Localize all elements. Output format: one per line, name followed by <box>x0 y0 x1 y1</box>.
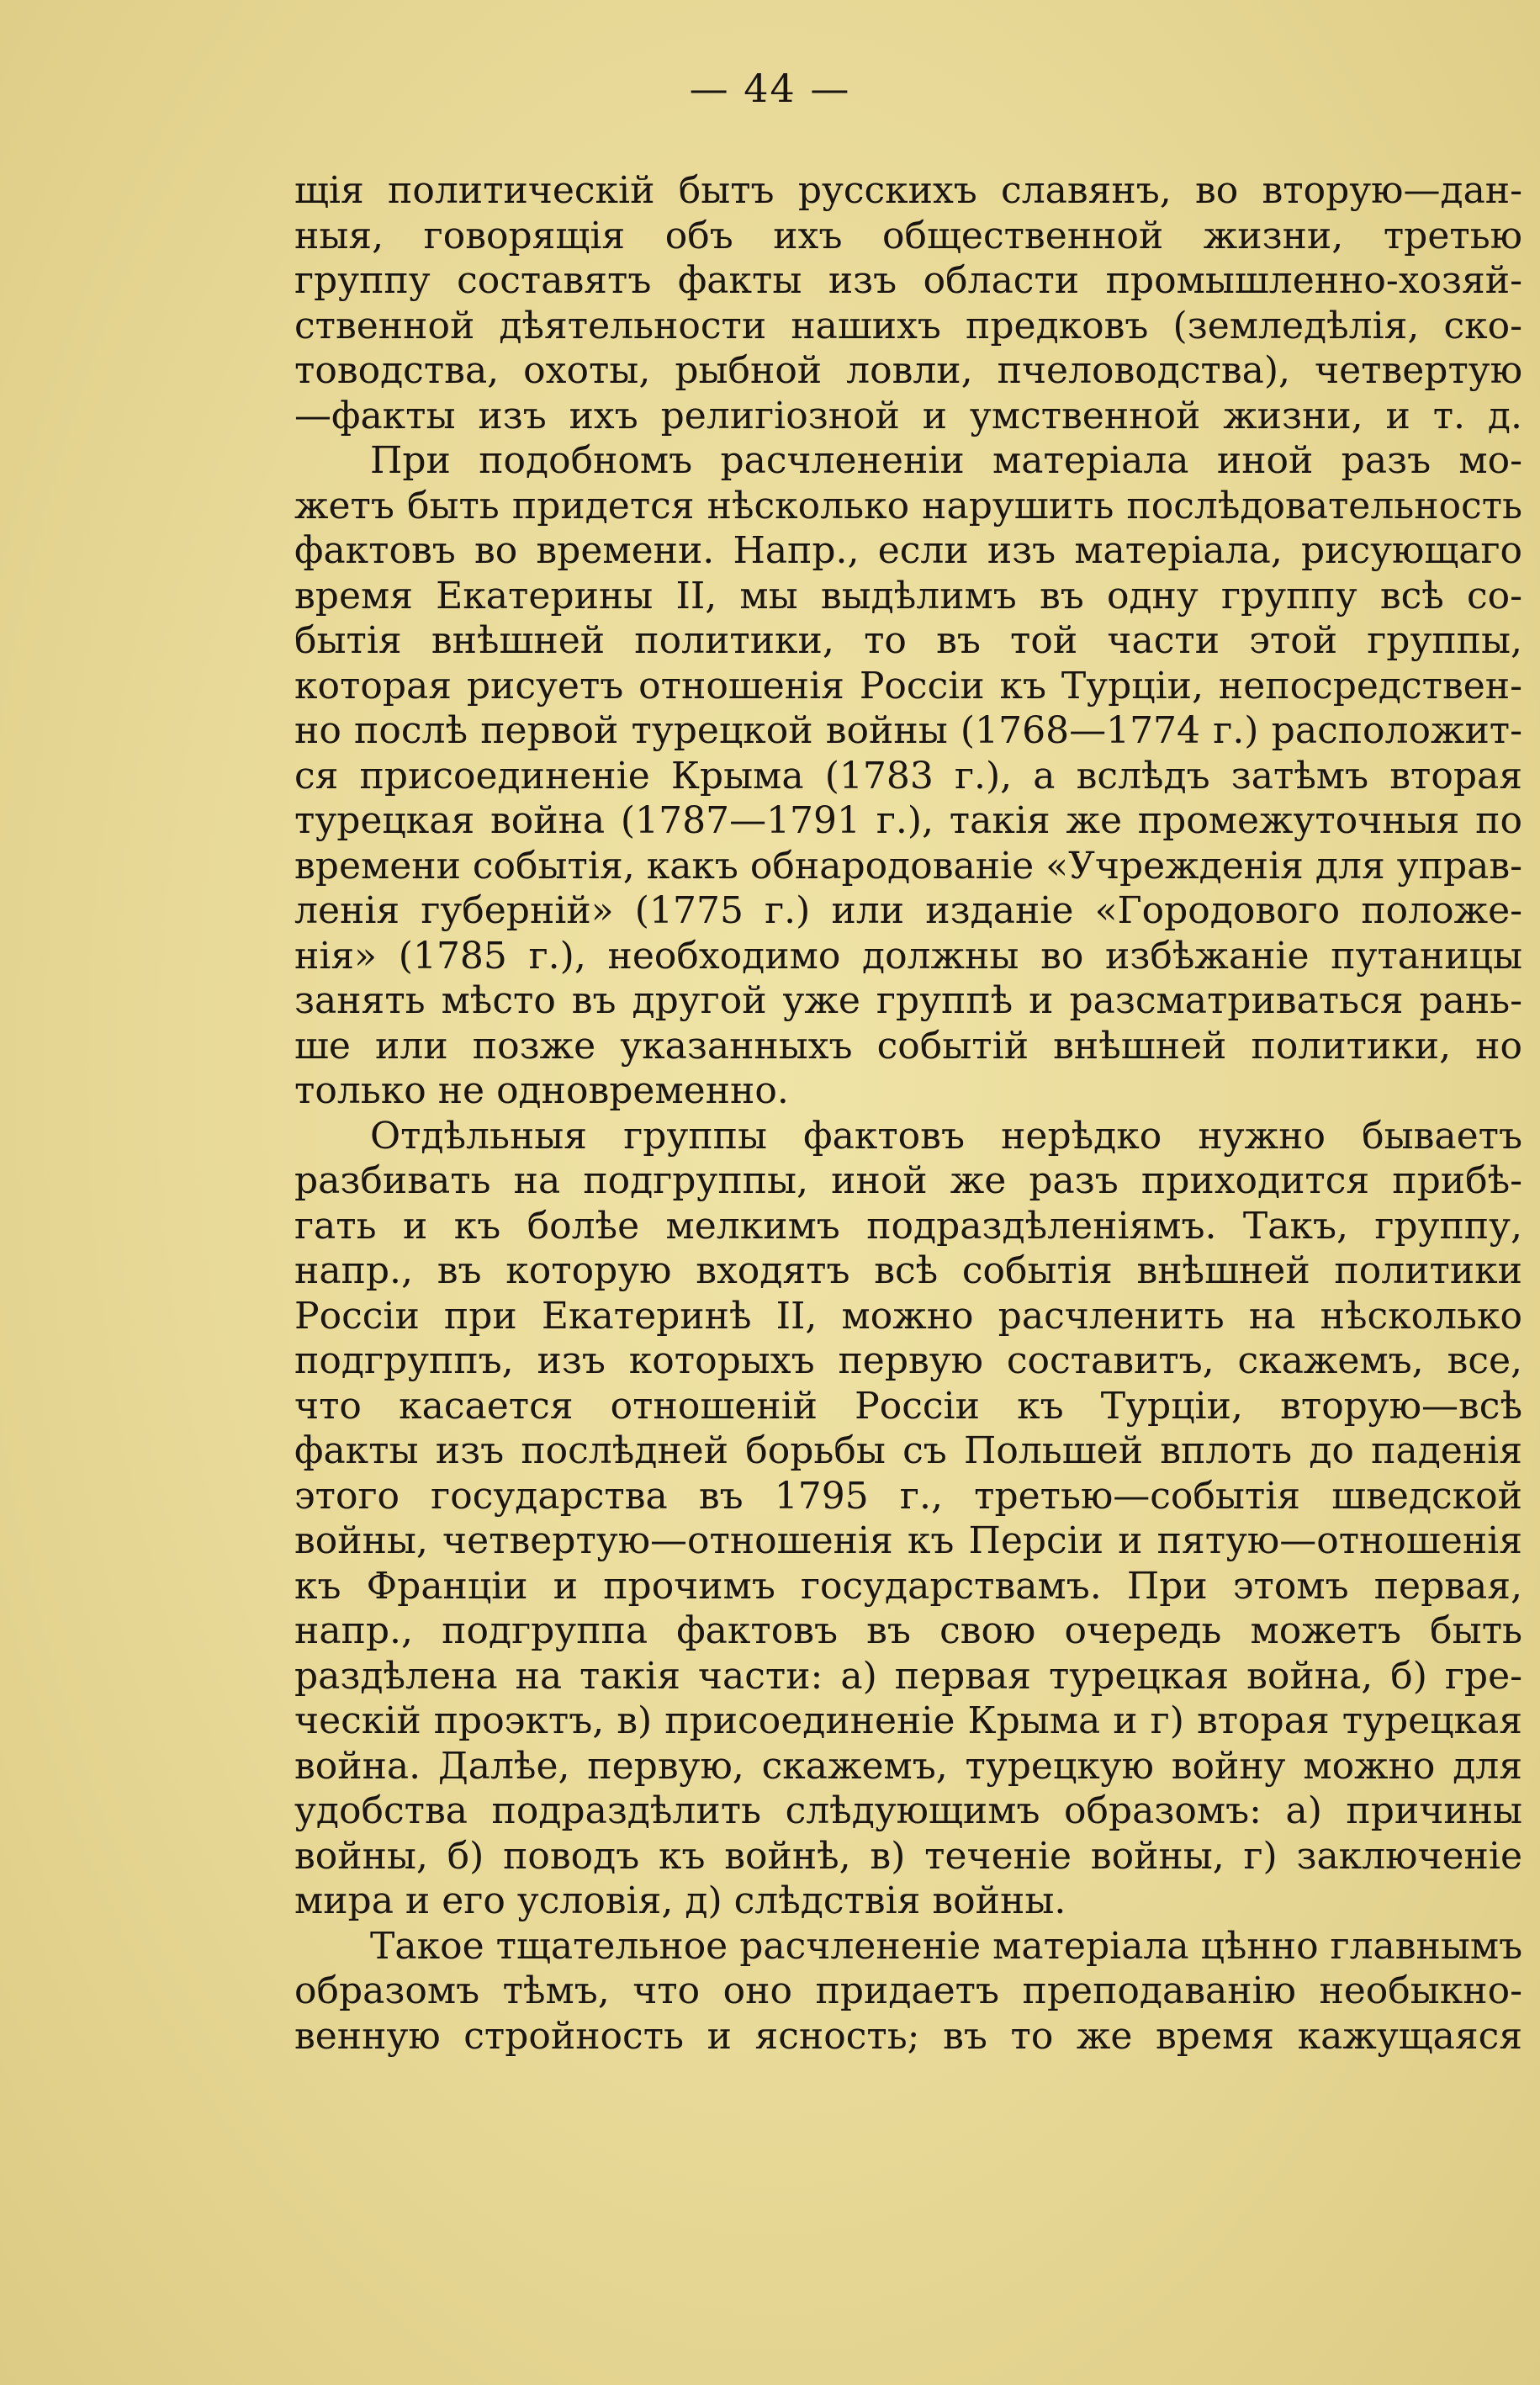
text-line: товодства, охоты, рыбной ловли, пчеловодства), четвертую <box>294 349 1522 392</box>
text-line: напр., въ которую входятъ всѣ событія внѣшней политики <box>294 1249 1522 1292</box>
text-line: ше или позже указанныхъ событій внѣшней политики, но <box>294 1024 1522 1068</box>
body-text <box>294 168 1522 2059</box>
text-line: гать и къ болѣе мелкимъ подраздѣленіямъ. Такъ, группу, <box>294 1204 1522 1248</box>
text-line: войны, четвертую—отношенія къ Персіи и пятую—отношенія <box>294 1519 1522 1562</box>
text-line: раздѣлена на такія части: а) первая турецкая война, б) гре- <box>294 1654 1522 1698</box>
page-number: — 44 — <box>689 66 851 111</box>
text-line: ленія губерній» (1775 г.) или изданіе «Городового положе- <box>294 889 1522 932</box>
text-line: жетъ быть придется нѣсколько нарушить послѣдовательность <box>294 484 1522 527</box>
text-line: ческій проэктъ, в) присоединеніе Крыма и г) вторая турецкая <box>294 1699 1522 1742</box>
text-line: время Екатерины II, мы выдѣлимъ въ одну группу всѣ со- <box>294 574 1522 617</box>
text-line: занять мѣсто въ другой уже группѣ и разсматриваться рань- <box>294 979 1522 1022</box>
text-line: только не одновременно. <box>294 1069 789 1112</box>
text-line: нія» (1785 г.), необходимо должны во избѣжаніе путаницы <box>294 934 1522 978</box>
text-line: —факты изъ ихъ религіозной и умственной жизни, и т. д. <box>294 394 1522 437</box>
text-line: времени событія, какъ обнародованіе «Учрежденія для управ- <box>294 844 1522 888</box>
paragraph-4 <box>294 1924 1522 2059</box>
text-line: турецкая война (1787—1791 г.), такія же промежуточныя по <box>294 799 1522 842</box>
text-line: разбивать на подгруппы, иной же разъ приходится прибѣ- <box>294 1159 1522 1202</box>
text-line: мира и его условія, д) слѣдствія войны. <box>294 1879 1066 1922</box>
text-line: но послѣ первой турецкой войны (1768—1774 г.) расположит- <box>294 709 1522 752</box>
text-line: удобства подраздѣлить слѣдующимъ образомъ: а) причины <box>294 1789 1522 1832</box>
text-line: ственной дѣятельности нашихъ предковъ (земледѣлія, ско- <box>294 304 1522 347</box>
text-line: ныя, говорящія объ ихъ общественной жизни, третью <box>294 214 1522 257</box>
text-line: напр., подгруппа фактовъ въ свою очередь можетъ быть <box>294 1609 1522 1652</box>
text-line: щія политическій бытъ русскихъ славянъ, во вторую—дан- <box>294 169 1522 212</box>
paragraph-3 <box>294 1114 1522 1924</box>
text-line: что касается отношеній Россіи къ Турціи, вторую—всѣ <box>294 1384 1522 1428</box>
text-line: образомъ тѣмъ, что оно придаетъ преподаванію необыкно- <box>294 1969 1522 2012</box>
text-line: подгруппъ, изъ которыхъ первую составитъ, скажемъ, все, <box>294 1339 1522 1382</box>
text-line: къ Франціи и прочимъ государствамъ. При этомъ первая, <box>294 1564 1522 1608</box>
text-line: факты изъ послѣдней борьбы съ Польшей вплоть до паденія <box>294 1429 1522 1472</box>
text-line: Отдѣльныя группы фактовъ нерѣдко нужно бываетъ <box>370 1114 1522 1158</box>
text-line: которая рисуетъ отношенія Россіи къ Турціи, непосредствен- <box>294 664 1522 708</box>
text-line: этого государства въ 1795 г., третью—событія шведской <box>294 1474 1522 1518</box>
text-line: война. Далѣе, первую, скажемъ, турецкую войну можно для <box>294 1744 1522 1788</box>
text-line: ся присоединеніе Крыма (1783 г.), а вслѣдъ затѣмъ вторая <box>294 754 1522 798</box>
text-line: войны, б) поводъ къ войнѣ, в) теченіе войны, г) заключеніе <box>294 1834 1522 1878</box>
text-line: При подобномъ расчлененіи матеріала иной разъ мо- <box>370 439 1522 482</box>
text-line: Россіи при Екатеринѣ II, можно расчленить на нѣсколько <box>294 1294 1522 1338</box>
text-line: Такое тщательное расчлененіе матеріала цѣнно главнымъ <box>370 1924 1523 1968</box>
text-line: фактовъ во времени. Напр., если изъ матеріала, рисующаго <box>294 529 1522 572</box>
paragraph-2 <box>294 438 1522 1114</box>
text-line: группу составятъ факты изъ области промышленно-хозяй- <box>294 259 1522 302</box>
text-line: бытія внѣшней политики, то въ той части этой группы, <box>294 619 1522 662</box>
text-line: венную стройность и ясность; въ то же время кажущаяся <box>294 2014 1522 2058</box>
paragraph-1 <box>294 168 1522 438</box>
